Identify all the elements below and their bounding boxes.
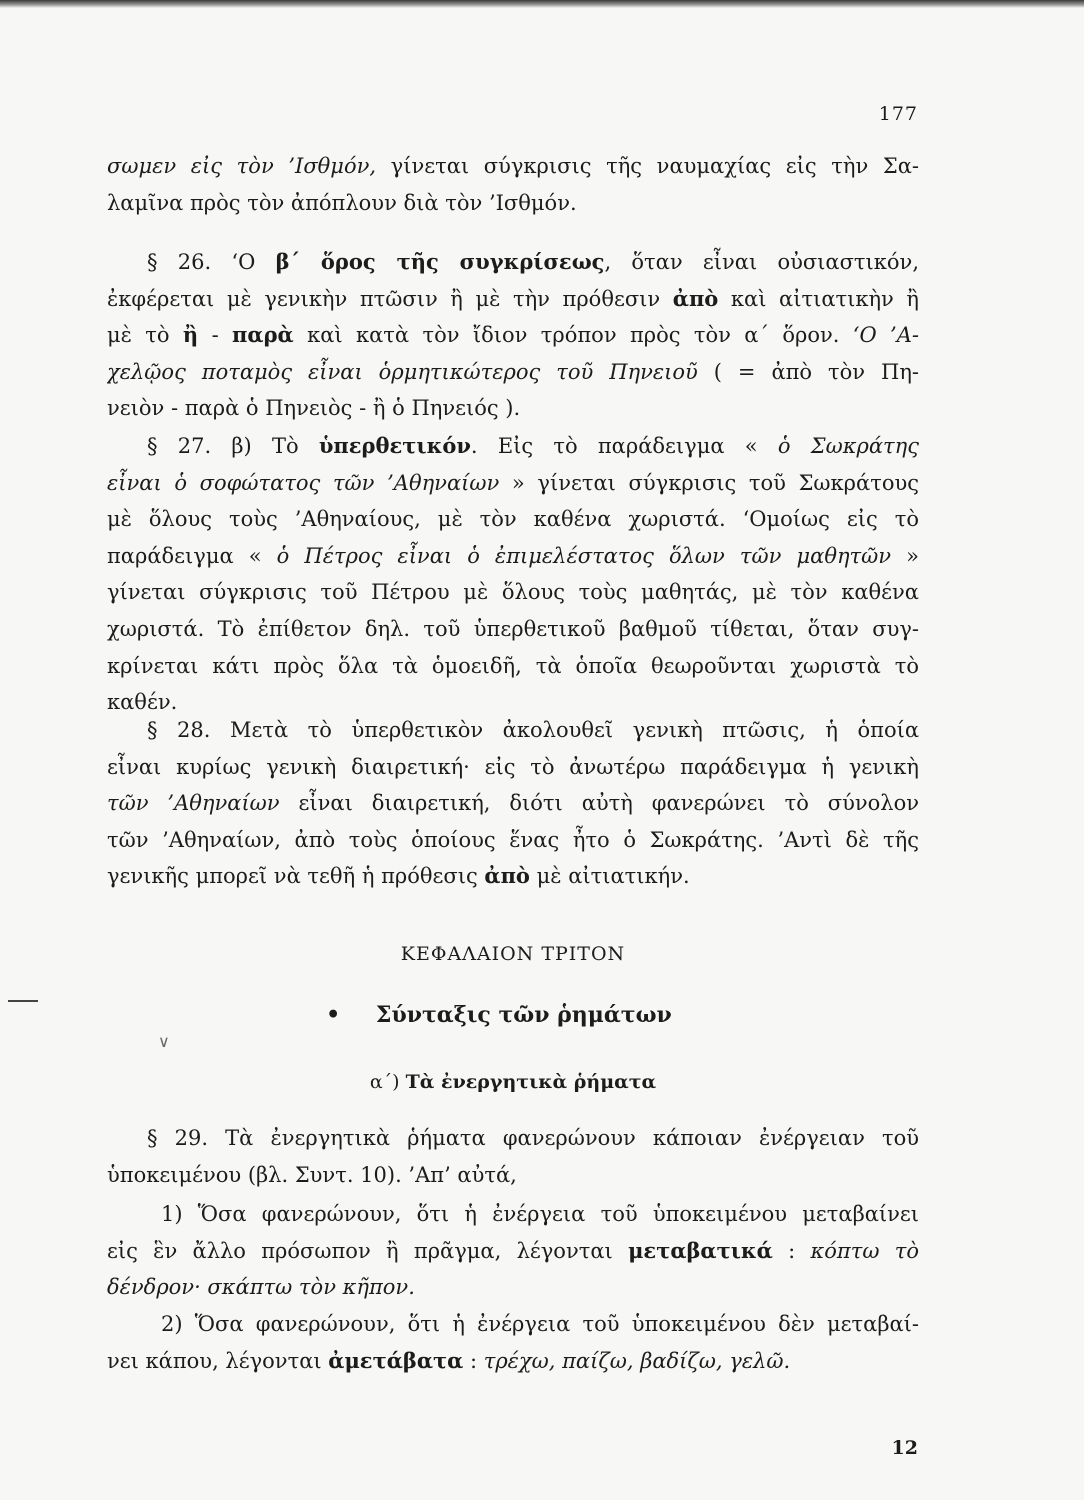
text-line: [107, 611, 919, 648]
text-line: [107, 574, 919, 611]
italic-run: δένδρον· σκάπτω τὸν κῆπον.: [107, 1275, 415, 1300]
text-run: , ὅταν εἶναι οὐσιαστικόν,: [604, 250, 919, 274]
text-line: [107, 148, 919, 185]
paragraph-29-item-1: [107, 1196, 919, 1306]
text-line: [107, 1233, 919, 1270]
italic-run: ‘Ο ’Α-: [852, 323, 919, 348]
text-line: [107, 822, 919, 859]
paragraph-intro: [107, 148, 919, 221]
text-run: εἰς ἓν ἄλλο πρόσωπον ἢ πρᾶγμα, λέγονται: [107, 1238, 629, 1263]
bold-run: μεταβατικά: [628, 1237, 773, 1263]
bold-run: ἀμετάβατα: [328, 1347, 464, 1373]
signature-number: 12: [891, 1437, 918, 1459]
text-run: 2) Ὅσα φανερώνουν, ὅτι ἡ ἐνέργεια τοῦ ὑποκειμένου δὲν μεταβαί-: [161, 1312, 919, 1336]
text-line: [107, 354, 919, 391]
section-title: [107, 1002, 919, 1028]
text-run: -: [198, 323, 233, 348]
text-run: § 29. Τὰ ἐνεργητικὰ ῥήματα φανερώνουν κάποιαν ἐνέργειαν τοῦ: [147, 1126, 919, 1150]
bold-run: ὑπερθετικόν: [318, 433, 471, 458]
text-line: [107, 858, 919, 895]
text-line: [107, 428, 919, 465]
text-line: [107, 390, 919, 427]
text-run: ὑποκειμένου (βλ. Συντ. 10). ’Απ’ αὐτά,: [107, 1162, 517, 1187]
bold-run: ἀπὸ: [672, 285, 719, 311]
text-run: νει κάπου, λέγονται: [107, 1348, 329, 1373]
text-run: μὲ αἰτιατικήν.: [529, 864, 690, 889]
text-run: γίνεται σύγκρισις τῆς ναυμαχίας εἰς τὴν Σα-: [376, 154, 919, 178]
text-run: ἐκφέρεται μὲ γενικὴν πτῶσιν ἢ μὲ τὴν πρόθεσιν: [107, 286, 673, 311]
text-run: ( = ἀπὸ τὸν Πη-: [697, 359, 919, 384]
paragraph-26: [107, 244, 919, 427]
text-run: :: [463, 1348, 484, 1373]
italic-run: τῶν ’Αθηναίων: [107, 791, 280, 816]
text-line: [107, 1343, 919, 1380]
text-run: χωριστά. Τὸ ἐπίθετον δηλ. τοῦ ὑπερθετικοῦ βαθμοῦ τίθεται, ὅταν συγ-: [107, 616, 919, 641]
text-run: μὲ ὅλους τοὺς ’Αθηναίους, μὲ τὸν καθένα χωριστά. ‘Ομοίως εἰς τὸ: [107, 507, 919, 532]
italic-run: εἶναι ὁ σοφώτατος τῶν ’Αθηναίων: [107, 470, 500, 495]
italic-run: κόπτω τὸ: [810, 1238, 919, 1263]
italic-run: ὁ Σωκράτης: [777, 434, 919, 458]
page-number: 177: [878, 103, 918, 125]
paragraph-29: [107, 1120, 919, 1193]
scan-top-edge: [0, 0, 1084, 8]
text-run: εἶναι κυρίως γενικὴ διαιρετική· εἰς τὸ ἀνωτέρω παράδειγμα ἡ γενικὴ: [107, 754, 919, 779]
text-line: [107, 465, 919, 502]
stray-mark: ∨: [158, 1032, 170, 1051]
text-run: λαμῖνα πρὸς τὸν ἀπόπλουν διὰ τὸν ’Ισθμόν.: [107, 190, 577, 215]
italic-run: χελῷος ποταμὸς εἶναι ὁρμητικώτερος τοῦ Πηνειοῦ: [107, 359, 698, 384]
bullet-mark: •: [326, 1002, 341, 1028]
bold-run: ἢ: [182, 322, 199, 348]
text-run: § 28. Μετὰ τὸ ὑπερθετικὸν ἀκολουθεῖ γενικὴ πτῶσις, ἡ ὁποία: [147, 718, 919, 742]
text-line: [107, 749, 919, 786]
italic-run: τρέχω, παίζω, βαδίζω, γελῶ.: [483, 1348, 791, 1373]
text-run: νειὸν - παρὰ ὁ Πηνειὸς - ἢ ὁ Πηνειός ).: [107, 396, 521, 421]
text-run: εἶναι διαιρετική, διότι αὐτὴ φανερώνει τὸ σύνολον: [279, 791, 919, 816]
text-run: 1) Ὅσα φανερώνουν, ὅτι ἡ ἐνέργεια τοῦ ὑποκειμένου μεταβαίνει: [161, 1202, 919, 1226]
text-line: [107, 1306, 919, 1343]
text-run: καὶ κατὰ τὸν ἴδιον τρόπον πρὸς τὸν α΄ ὅρον.: [293, 323, 853, 348]
text-line: [107, 785, 919, 822]
italic-run: σωμεν εἰς τὸν ’Ισθμόν,: [107, 154, 377, 178]
paragraph-28: [107, 712, 919, 895]
italic-run: ὁ Πέτρος εἶναι ὁ ἐπιμελέστατος ὅλων τῶν μαθητῶν: [276, 543, 892, 568]
text-line: [107, 317, 919, 354]
margin-mark: [8, 1000, 38, 1002]
text-line: [107, 244, 919, 281]
text-run: κρίνεται κάτι πρὸς ὅλα τὰ ὁμοειδῆ, τὰ ὁποῖα θεωροῦνται χωριστὰ τὸ: [107, 653, 919, 678]
subsection-title-text: Τὰ ἐνεργητικὰ ῥήματα: [405, 1071, 657, 1093]
text-run: »: [891, 543, 919, 568]
chapter-title: ΚΕΦΑΛΑΙΟΝ ΤΡΙΤΟΝ: [400, 943, 626, 965]
subsection-prefix: α΄): [369, 1071, 406, 1093]
paragraph-27: [107, 428, 919, 721]
text-line: [107, 648, 919, 685]
text-line: [107, 1157, 919, 1194]
text-run: γίνεται σύγκρισις τοῦ Πέτρου μὲ ὅλους τοὺς μαθητάς, μὲ τὸν καθένα: [107, 580, 919, 605]
text-line: [107, 1269, 919, 1306]
text-line: [107, 281, 919, 318]
text-line: [107, 501, 919, 538]
text-line: [107, 185, 919, 222]
text-run: γενικῆς μπορεῖ νὰ τεθῆ ἡ πρόθεσις: [107, 864, 485, 889]
bold-run: β΄ ὅρος τῆς συγκρίσεως: [275, 249, 605, 274]
text-run: μὲ τὸ: [107, 323, 183, 348]
text-line: [107, 712, 919, 749]
text-run: καὶ αἰτιατικὴν ἢ: [718, 286, 919, 311]
text-run: § 26. ‘Ο: [147, 250, 276, 274]
text-line: [107, 1120, 919, 1157]
text-run: τῶν ’Αθηναίων, ἀπὸ τοὺς ὁποίους ἕνας ἦτο ὁ Σωκράτης. ’Αντὶ δὲ τῆς: [107, 827, 919, 852]
text-run: . Εἰς τὸ παράδειγμα «: [470, 434, 778, 458]
text-run: » γίνεται σύγκρισις τοῦ Σωκράτους: [499, 470, 919, 495]
text-run: παράδειγμα «: [107, 543, 277, 568]
bold-run: παρὰ: [232, 322, 294, 348]
text-run: :: [772, 1238, 811, 1263]
text-line: [107, 1196, 919, 1233]
paragraph-29-item-2: [107, 1306, 919, 1379]
section-title-text: Σύνταξις τῶν ῥημάτων: [375, 1002, 672, 1028]
text-run: καθέν.: [107, 690, 178, 715]
text-run: § 27. β) Τὸ: [147, 434, 319, 458]
subsection-title: [107, 1071, 919, 1093]
text-line: [107, 538, 919, 575]
bold-run: ἀπὸ: [484, 863, 530, 889]
